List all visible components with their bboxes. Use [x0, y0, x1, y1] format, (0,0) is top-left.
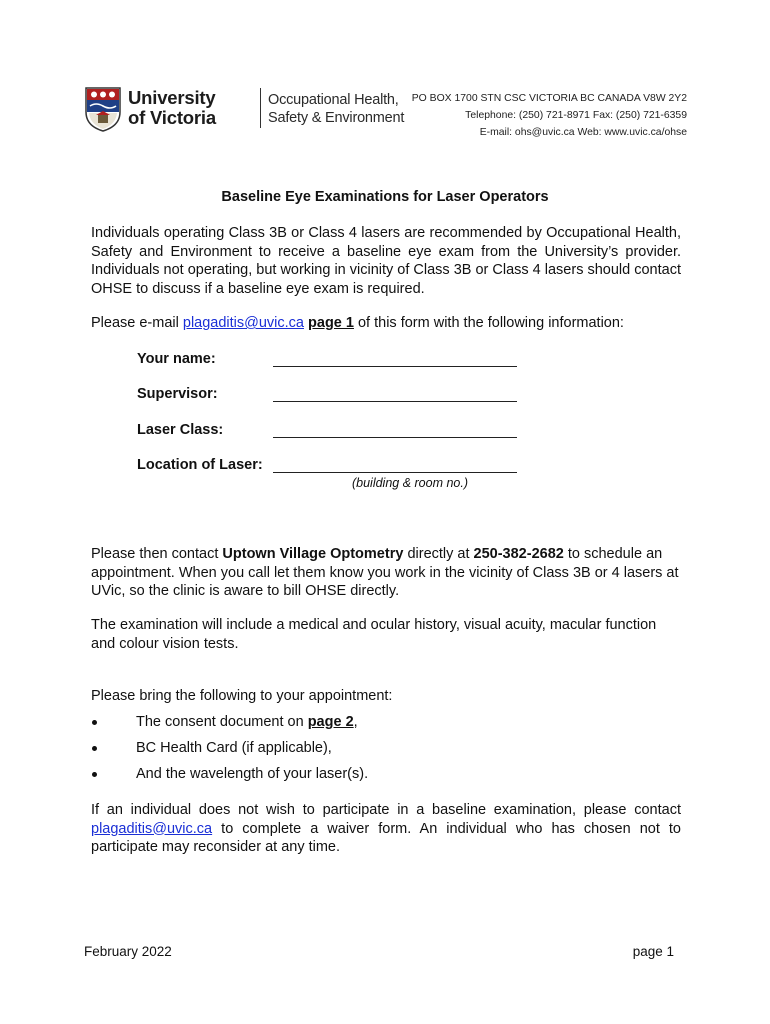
contact-para-p3: to schedule an appointment. When you call let them know you work in the vicinity of Class 3B or 4 lasers at UVic, so the clinic is aware to bill OHSE directly.: [91, 546, 679, 600]
field-label-location: Location of Laser:: [137, 457, 263, 473]
contact-info: [367, 90, 687, 141]
bullet-icon: [92, 720, 97, 725]
waiver-p1: If an individual does not wish to participate in a baseline examination, please contact: [91, 802, 681, 818]
location-note: (building & room no.): [351, 476, 469, 490]
contact-paragraph: [91, 545, 681, 601]
clinic-phone: 250-382-2682: [473, 546, 564, 562]
department-name-line2: Safety & Environment: [268, 110, 405, 126]
waiver-p2: to complete a waiver form. An individual who has chosen not to participate may reconsider at any time.: [91, 820, 681, 856]
department-name-line1: Occupational Health,: [268, 92, 399, 108]
field-line-laser-class[interactable]: [273, 423, 517, 438]
field-label-supervisor: Supervisor:: [137, 386, 218, 402]
bring-intro: Please bring the following to your appointment:: [91, 688, 393, 704]
logo-divider: [260, 88, 261, 128]
field-label-laser-class: Laser Class:: [137, 422, 224, 438]
bullet-icon: [92, 772, 97, 777]
footer-date: February 2022: [84, 944, 172, 959]
contact-address: PO BOX 1700 STN CSC VICTORIA BC CANADA V8W 2Y2: [411, 93, 687, 104]
clinic-name: Uptown Village Optometry: [222, 546, 404, 562]
list-item-text: And the wavelength of your laser(s).: [136, 766, 369, 782]
university-name-line1: University: [128, 87, 216, 108]
field-label-name: Your name:: [137, 351, 216, 367]
item1-suffix: ,: [353, 714, 358, 730]
email-request-suffix: of this form with the following information:: [353, 315, 624, 331]
bullet-icon: [92, 746, 97, 751]
email-request-prefix: Please e-mail: [91, 315, 183, 331]
page-1-reference: page 1: [308, 315, 354, 331]
uvic-ohse-logo: [84, 84, 405, 134]
waiver-paragraph: [91, 801, 681, 857]
page-2-reference: page 2: [307, 714, 354, 730]
field-line-name[interactable]: [273, 352, 517, 367]
university-name: [128, 88, 256, 128]
footer-page-number: page 1: [632, 944, 674, 959]
field-line-location[interactable]: [273, 458, 517, 473]
field-line-supervisor[interactable]: [273, 387, 517, 402]
email-link[interactable]: plagaditis@uvic.ca: [182, 315, 304, 331]
email-request-paragraph: [91, 314, 681, 333]
contact-email-web: E-mail: ohs@uvic.ca Web: www.uvic.ca/ohse: [479, 127, 687, 138]
list-item-text: [136, 714, 358, 730]
contact-para-p1: Please then contact: [91, 546, 223, 562]
exam-paragraph: The examination will include a medical and ocular history, visual acuity, macular function and colour vision tests.: [91, 617, 657, 652]
university-name-line2: of Victoria: [128, 107, 216, 128]
list-item-text: BC Health Card (if applicable),: [136, 740, 332, 756]
contact-para-p2: directly at: [403, 546, 474, 562]
document-title: Baseline Eye Examinations for Laser Operators: [221, 189, 549, 205]
uvic-crest-icon: [84, 86, 122, 132]
contact-phone: Telephone: (250) 721-8971 Fax: (250) 721-6359: [465, 110, 687, 121]
waiver-email-link[interactable]: plagaditis@uvic.ca: [91, 820, 213, 837]
item1-prefix: The consent document on: [136, 714, 308, 730]
intro-paragraph: Individuals operating Class 3B or Class 4 lasers are recommended by Occupational Health, Safety and Environment to receive a baseline eye exam from the University’s provider. Individuals not operating, but working in vicinity of Class 3B or Class 4 lasers should contact OHSE to discuss if a baseline eye exam is required.: [91, 225, 681, 297]
